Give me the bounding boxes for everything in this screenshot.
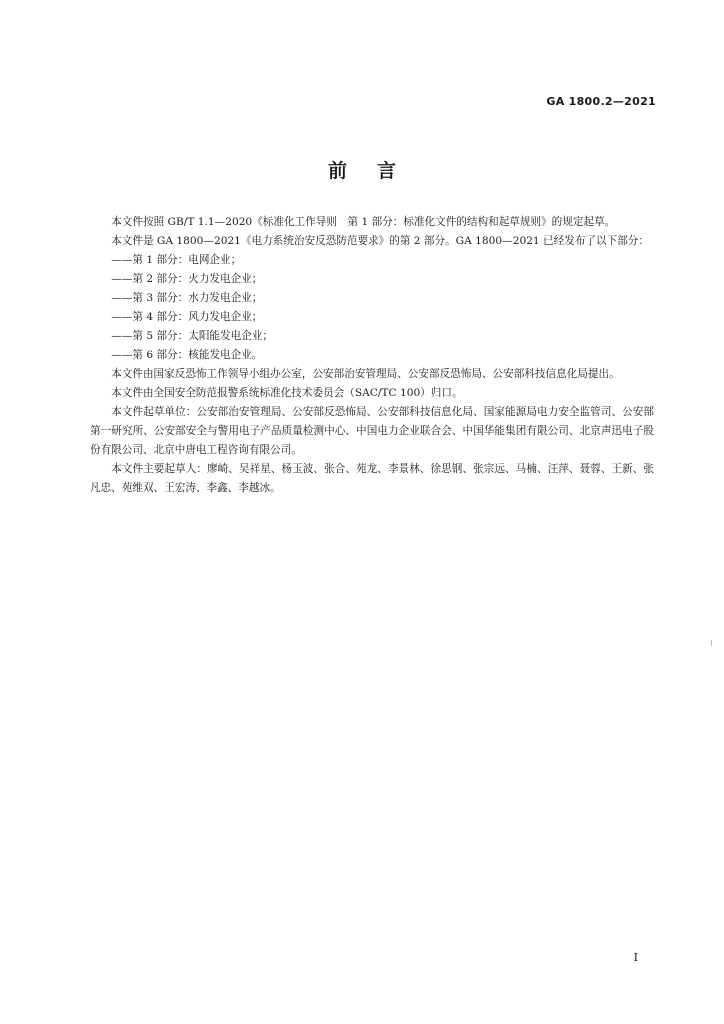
paragraph-drafting-units: 本文件起草单位：公安部治安管理局、公安部反恐怖局、公安部科技信息化局、国家能源局电力安全监管司、公安部第一研究所、公安部安全与警用电子产品质量检测中心、中国电力企业联合会、中国华能集团有限公司、北京声迅电子股份有限公司、北京中唐电工程咨询有限公司。 xyxy=(90,406,654,456)
paragraph-series-info: 本文件是 GA 1800—2021《电力系统治安反恐防范要求》的第 2 部分。GA 1800—2021 已经发布了以下部分： xyxy=(111,235,649,247)
paragraph-committee: 本文件由全国安全防范报警系统标准化技术委员会（SAC/TC 100）归口。 xyxy=(111,387,463,399)
list-item-part-2: ——第 2 部分：火力发电企业； xyxy=(111,273,263,285)
page-title: 前言 xyxy=(327,160,426,182)
paragraph-drafting-rules: 本文件按照 GB/T 1.1—2020《标准化工作导则 第 1 部分：标准化文件的结构和起草规则》的规定起草。 xyxy=(111,216,616,228)
list-item-part-4: ——第 4 部分：风力发电企业； xyxy=(111,311,263,323)
scan-mark xyxy=(711,640,712,646)
list-item-part-6: ——第 6 部分：核能发电企业。 xyxy=(111,349,263,361)
paragraph-drafters: 本文件主要起草人：廖崎、吴祥星、杨玉波、张合、苑龙、李景林、徐思钢、张宗远、马楠、汪萍、聂蓉、王新、张凡忠、苑维双、王宏涛、李鑫、李越冰。 xyxy=(90,463,654,494)
standard-code: GA 1800.2—2021 xyxy=(546,95,656,108)
list-item-part-1: ——第 1 部分：电网企业； xyxy=(111,254,242,266)
page-number: I xyxy=(633,951,638,964)
paragraph-proposer: 本文件由国家反恐怖工作领导小组办公室，公安部治安管理局、公安部反恐怖局、公安部科技信息化局提出。 xyxy=(111,368,620,380)
list-item-part-3: ——第 3 部分：水力发电企业； xyxy=(111,292,263,304)
list-item-part-5: ——第 5 部分：太阳能发电企业； xyxy=(111,330,273,342)
foreword-body xyxy=(90,213,654,498)
